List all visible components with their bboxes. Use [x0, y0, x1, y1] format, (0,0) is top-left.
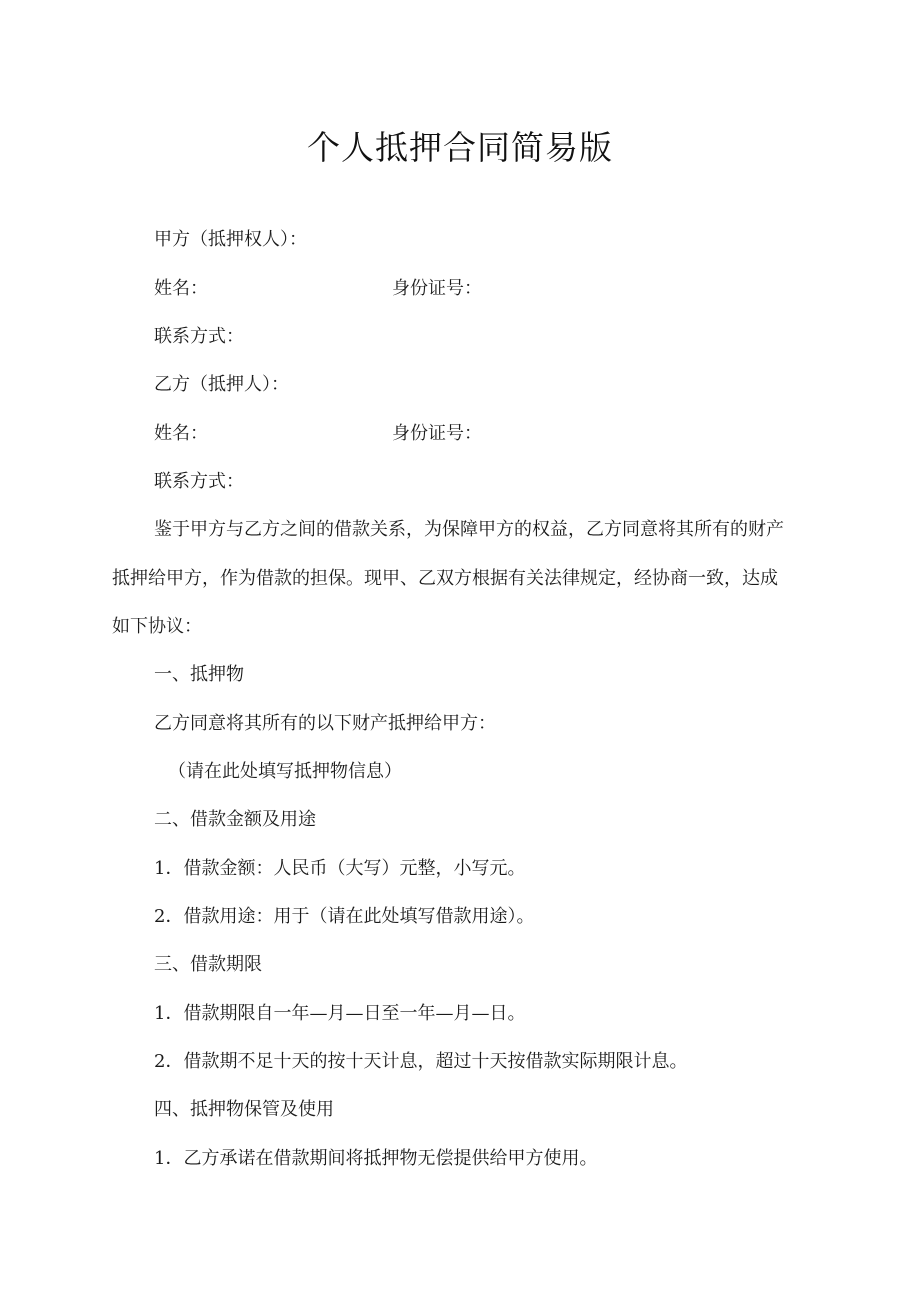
section-3-item-2: 2．借款期不足十天的按十天计息，超过十天按借款实际期限计息。: [154, 1051, 688, 1072]
party-b-heading: 乙方（抵押人）：: [154, 374, 289, 395]
preamble-line-1: 鉴于甲方与乙方之间的借款关系，为保障甲方的权益，乙方同意将其所有的财产: [154, 519, 784, 540]
section-1-text: 乙方同意将其所有的以下财产抵押给甲方：: [154, 713, 496, 734]
preamble-line-2: 抵押给甲方，作为借款的担保。现甲、乙双方根据有关法律规定，经协商一致，达成: [112, 568, 778, 589]
party-b-id-label: 身份证号：: [392, 423, 482, 444]
party-a-heading: 甲方（抵押权人）：: [154, 229, 307, 250]
section-4-item-1: 1．乙方承诺在借款期间将抵押物无偿提供给甲方使用。: [154, 1148, 598, 1169]
party-b-contact-label: 联系方式：: [154, 471, 244, 492]
section-2-item-1: 1．借款金额：人民币（大写）元整，小写元。: [154, 858, 526, 879]
party-b-name-label: 姓名：: [154, 423, 208, 444]
section-3-heading: 三、借款期限: [154, 954, 262, 975]
section-1-heading: 一、抵押物: [154, 664, 244, 685]
party-a-id-label: 身份证号：: [392, 278, 482, 299]
party-a-name-label: 姓名：: [154, 278, 208, 299]
section-2-item-2: 2．借款用途：用于（请在此处填写借款用途）。: [154, 906, 535, 927]
preamble-line-3: 如下协议：: [112, 616, 202, 637]
section-2-heading: 二、借款金额及用途: [154, 809, 316, 830]
section-1-placeholder: （请在此处填写抵押物信息）: [168, 761, 402, 782]
document-title: 个人抵押合同简易版: [307, 128, 613, 167]
party-a-contact-label: 联系方式：: [154, 326, 244, 347]
section-4-heading: 四、抵押物保管及使用: [154, 1099, 334, 1120]
section-3-item-1: 1．借款期限自一年—月—日至一年—月—日。: [154, 1003, 526, 1024]
